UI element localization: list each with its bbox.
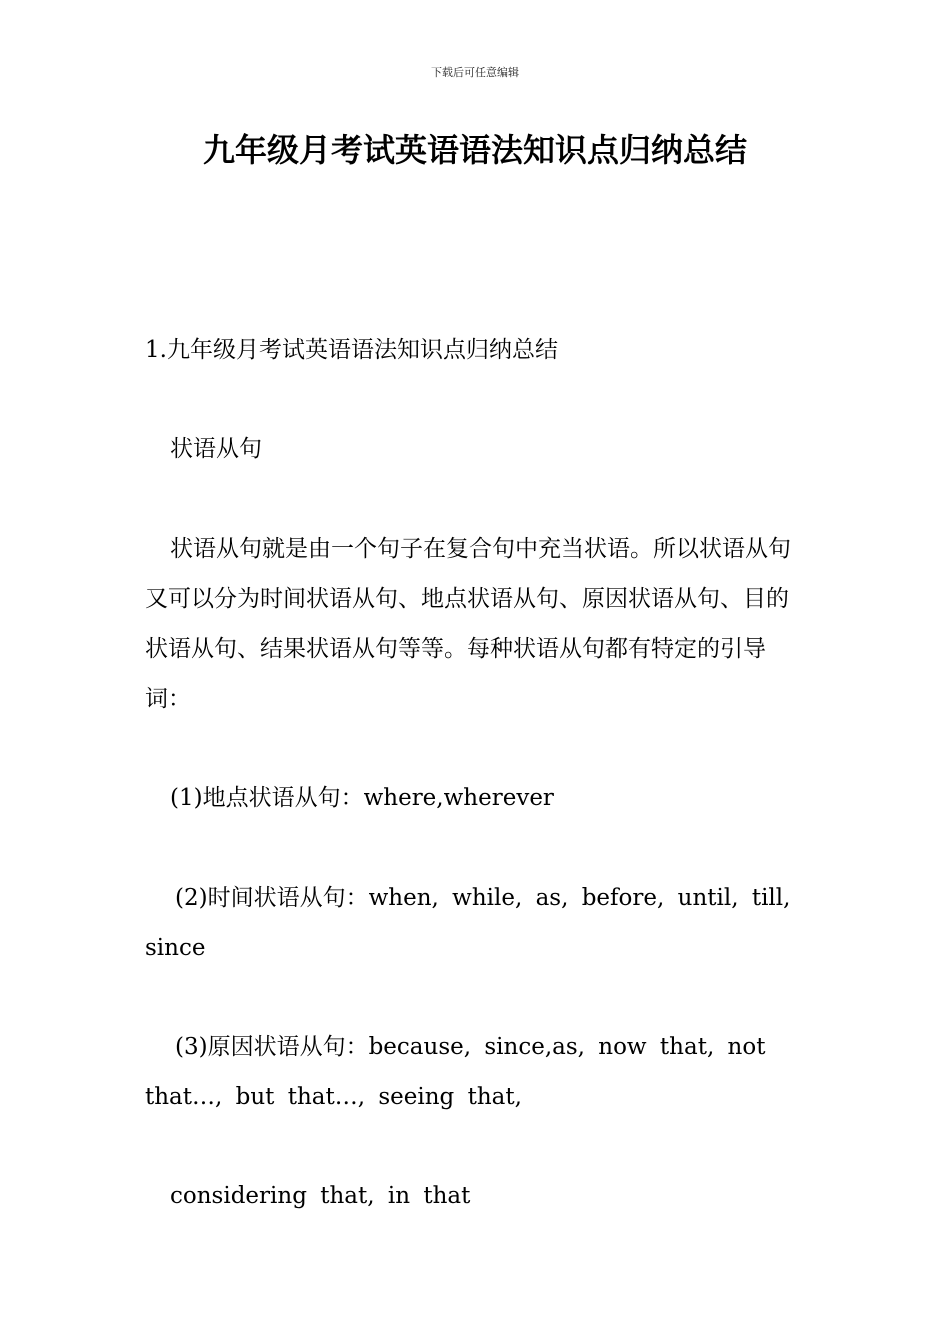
list-item: (3)原因状语从句：because, since,as, now that, not that…, but that…, seeing that, (145, 1034, 766, 1110)
header-note: 下载后可任意编辑 (431, 66, 519, 79)
list-item-continuation: considering that, in that (170, 1183, 471, 1209)
subheading: 状语从句 (170, 436, 262, 462)
document-title: 九年级月考试英语语法知识点归纳总结 (202, 131, 747, 169)
list-item: (2)时间状语从句：when, while, as, before, until, till, since (145, 885, 791, 961)
intro-paragraph: 状语从句就是由一个句子在复合句中充当状语。所以状语从句又可以分为时间状语从句、地点状语从句、原因状语从句、目的状语从句、结果状语从句等等。每种状语从句都有特定的引导词： (145, 536, 791, 712)
section-heading: 1.九年级月考试英语语法知识点归纳总结 (145, 337, 558, 363)
list-item: (1)地点状语从句：where,wherever (170, 785, 554, 811)
